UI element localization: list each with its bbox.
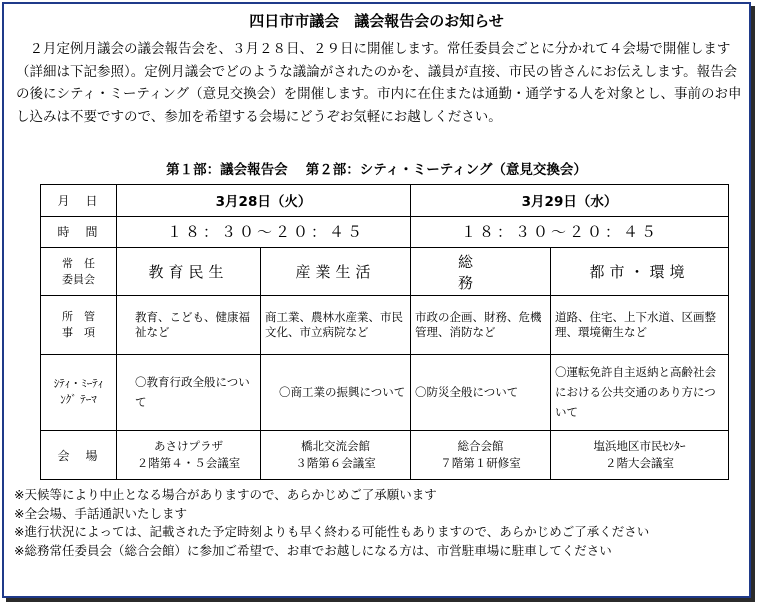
venue-name: あさけプラザ [154, 439, 223, 454]
note-item: ※全会場、手話通訳いたします [14, 505, 187, 521]
venue-name: 塩浜地区市民ｾﾝﾀｰ [593, 439, 686, 454]
date-cell: 3月28日（火） [117, 185, 411, 217]
committee-cell: 産業生活 [261, 247, 411, 296]
venue-room: ７階第１研修室 [440, 456, 521, 471]
table-row [41, 431, 729, 480]
header-jurisdiction-line: 所 管 [62, 310, 95, 324]
header-date: 月 日 [41, 185, 117, 217]
committee-cell: 教育民生 [117, 247, 261, 296]
table-row [41, 185, 729, 217]
theme-cell: 〇運転免許自主返納と高齢社会における公共交通のあり方について [551, 354, 729, 430]
venue-room: ２階第４・５会議室 [136, 456, 241, 471]
time-cell: １８：３０～２０：４５ [117, 216, 411, 247]
header-committee-line: 常 任 [62, 256, 95, 270]
header-theme [41, 354, 117, 430]
venue-cell [551, 431, 729, 480]
header-committee [41, 247, 117, 296]
note-item: ※進行状況によっては、記載された予定時刻よりも早く終わる可能性もありますので、あらかじめご了承ください [14, 524, 650, 539]
committee-cell: 総 務 [411, 247, 551, 296]
table-row [41, 247, 729, 296]
table-row [41, 354, 729, 430]
schedule-table [40, 184, 729, 480]
venue-cell [261, 431, 411, 480]
table-row [41, 296, 729, 354]
jurisdiction-cell: 教育、こども、健康福祉など [117, 296, 261, 354]
notice-frame [2, 2, 751, 598]
header-theme-line: ﾝｸﾞ ﾃｰﾏ [60, 393, 97, 407]
theme-cell: 〇教育行政全般について [117, 354, 261, 430]
program-parts: 第１部：議会報告会 第２部：シティ・ミーティング（意見交換会） [166, 162, 587, 178]
header-venue: 会 場 [41, 431, 117, 480]
note-item: ※天候等により中止となる場合がありますので、あらかじめご了承願います [14, 487, 437, 502]
jurisdiction-cell: 商工業、農林水産業、市民文化、市立病院など [261, 296, 411, 354]
header-jurisdiction-line: 事 項 [62, 326, 95, 340]
header-theme-line: ｼﾃｨ・ﾐｰﾃｨ [53, 377, 104, 391]
intro-paragraph: ２月定例月議会の議会報告会を、３月２８日、２９日に開催します。常任委員会ごとに分かれて４会場で開催します（詳細は下記参照）。定例月議会でどのような議論がされたのかを、議員が直接、市民の皆さんにお伝えします。報告会の後にシティ・ミーティング（意見交換会）を開催します。市内に在住または通勤・通学する人を対象とし、事前のお申し込みは不要ですので、参加を希望する会場にどうぞお気軽にお越しください。 [16, 41, 742, 125]
theme-cell: 〇防災全般について [411, 354, 551, 430]
date-cell: 3月29日（水） [411, 185, 729, 217]
jurisdiction-cell: 市政の企画、財務、危機管理、消防など [411, 296, 551, 354]
notes-list [14, 486, 742, 560]
header-time: 時 間 [41, 216, 117, 247]
intro-text [16, 38, 744, 128]
notice-title: 四日市市議会 議会報告会のお知らせ [249, 12, 504, 30]
table-row [41, 216, 729, 247]
venue-name: 総合会館 [457, 439, 504, 454]
committee-cell: 都市・環境 [551, 247, 729, 296]
venue-room: ２階大会議室 [605, 456, 674, 471]
time-cell: １８：３０～２０：４５ [411, 216, 729, 247]
note-item: ※総務常任委員会（総合会館）に参加ご希望で、お車でお越しになる方は、市営駐車場に駐車してください [14, 542, 612, 558]
theme-cell: 〇商工業の振興について [261, 354, 411, 430]
venue-cell [411, 431, 551, 480]
venue-room: ３階第６会議室 [295, 456, 376, 471]
jurisdiction-cell: 道路、住宅、上下水道、区画整理、環境衛生など [551, 296, 729, 354]
venue-name: 橋北交流会館 [301, 439, 370, 454]
header-jurisdiction [41, 296, 117, 354]
venue-cell [117, 431, 261, 480]
header-committee-line: 委員会 [62, 272, 95, 286]
